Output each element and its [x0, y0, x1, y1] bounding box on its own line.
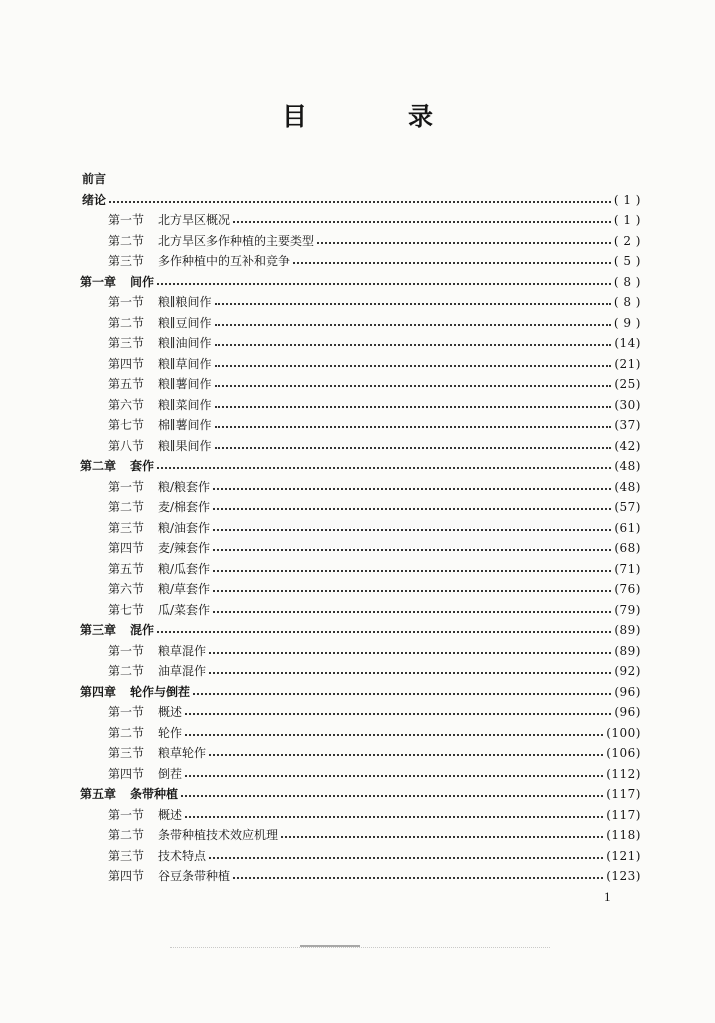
- toc-entry-page: (61): [614, 520, 641, 535]
- toc-entry-label: 麦/棉套作: [158, 500, 211, 514]
- toc-section-entry: [108, 415, 641, 435]
- toc-entry-label: 多作种植中的互补和竞争: [158, 254, 291, 268]
- dot-leader: [215, 447, 612, 449]
- toc-entry-number: 第三节: [108, 746, 145, 760]
- dot-leader: [215, 385, 612, 387]
- toc-entry-page: (112): [606, 766, 641, 781]
- dot-leader: [293, 262, 611, 264]
- toc-entry-page: (42): [614, 438, 641, 453]
- toc-entry-number: 第四章: [80, 684, 117, 699]
- toc-entry-label: 粮∥草间作: [158, 356, 212, 371]
- dot-leader: [215, 365, 612, 367]
- toc-entry-page: (30): [614, 397, 641, 412]
- toc-entry-label: 概述: [158, 807, 183, 822]
- dot-leader: [109, 201, 611, 203]
- toc-section-entry: [108, 825, 641, 845]
- toc-chapter-entry: [80, 456, 641, 476]
- toc-entry-page: (76): [614, 582, 641, 596]
- toc-entry-page: ( 8 ): [613, 274, 641, 289]
- toc-entry-page: (100): [606, 725, 641, 740]
- toc-entry-number: 第一节: [108, 643, 145, 658]
- toc-section-entry: [108, 641, 641, 661]
- toc-section-entry: [108, 702, 641, 722]
- toc-section-entry: [108, 231, 641, 251]
- dot-leader: [213, 549, 611, 551]
- toc-entry-page: (25): [614, 377, 641, 391]
- toc-section-entry: [108, 579, 641, 599]
- toc-entry-number: 第三节: [108, 254, 145, 268]
- toc-section-entry: [108, 723, 641, 743]
- toc-section-entry: [108, 866, 641, 886]
- toc-entry-label: 粮草混作: [158, 643, 207, 658]
- toc-entry-number: 第四节: [108, 541, 145, 555]
- toc-entry-page: (117): [606, 787, 641, 801]
- toc-entry-label: 条带种植: [130, 787, 179, 801]
- toc-entry-page: (92): [614, 664, 641, 678]
- toc-entry-page: (48): [614, 459, 641, 473]
- toc-entry-number: 第一节: [108, 295, 145, 309]
- toc-entry-page: ( 8 ): [613, 295, 641, 309]
- page-number: 1: [604, 889, 611, 904]
- toc-entry-label: 轮作与倒茬: [130, 684, 191, 699]
- toc-entry-page: (96): [614, 705, 641, 719]
- toc-entry-number: 第四节: [108, 356, 145, 371]
- toc-entry-label: 棉∥薯间作: [158, 418, 212, 432]
- toc-entry-label: 北方旱区概况: [158, 213, 231, 227]
- toc-section-entry: [108, 846, 641, 866]
- toc-entry-page: (106): [606, 746, 641, 760]
- toc-entry-label: 概述: [158, 705, 183, 719]
- toc-section-entry: [108, 518, 641, 538]
- toc-entry-number: 第一节: [108, 705, 145, 719]
- toc-entry-label: 粮∥粮间作: [158, 295, 212, 309]
- dot-leader: [209, 652, 611, 654]
- toc-entry-number: 第六节: [108, 582, 145, 596]
- toc-chapter-entry: [80, 620, 641, 640]
- toc-entry-number: 第二节: [108, 233, 145, 248]
- toc-entry-number: 第五节: [108, 561, 145, 576]
- toc-entry-number: 第二节: [108, 315, 145, 330]
- toc-entry-label: 粮/粮套作: [158, 479, 211, 494]
- toc-entry-label: 前言: [82, 172, 107, 186]
- dot-leader: [209, 754, 603, 756]
- toc-chapter-entry: [80, 784, 641, 804]
- toc-entry-page: (71): [614, 561, 641, 576]
- toc-entry-label: 粮∥薯间作: [158, 377, 212, 391]
- toc-entry-number: 第八节: [108, 438, 145, 453]
- dot-leader: [215, 303, 611, 305]
- toc-section-entry: [108, 354, 641, 374]
- toc-entry-page: (118): [606, 828, 641, 842]
- toc-entry-page: ( 1 ): [613, 213, 641, 227]
- toc-entry-label: 技术特点: [158, 848, 207, 863]
- dot-leader: [215, 406, 612, 408]
- toc-entry-page: ( 1 ): [613, 192, 641, 207]
- dot-leader: [281, 836, 603, 838]
- toc-entry-label: 间作: [130, 274, 155, 289]
- toc-entry-label: 粮∥油间作: [158, 336, 212, 350]
- toc-section-entry: [108, 600, 641, 620]
- dot-leader: [233, 877, 603, 879]
- toc-entry-number: 第三节: [108, 520, 145, 535]
- toc-entry-number: 第一节: [108, 807, 145, 822]
- toc-entry-page: (21): [614, 356, 641, 371]
- toc-entry-label: 轮作: [158, 725, 183, 740]
- toc-entry-number: 第二章: [80, 459, 117, 473]
- page-title: 目 录: [281, 102, 471, 131]
- dot-leader: [215, 324, 611, 326]
- toc-section-entry: [108, 497, 641, 517]
- toc-entry-page: (121): [606, 848, 641, 863]
- dot-leader: [157, 631, 611, 633]
- toc-entry-number: 第三节: [108, 336, 145, 350]
- toc-entry-page: (117): [606, 807, 641, 822]
- toc-section-entry: [108, 292, 641, 312]
- dot-leader: [209, 857, 603, 859]
- toc-entry-label: 粮∥豆间作: [158, 315, 212, 330]
- toc-entry-page: (89): [614, 643, 641, 658]
- toc-entry-number: 第二节: [108, 725, 145, 740]
- dot-leader: [193, 693, 611, 695]
- dot-leader: [185, 713, 611, 715]
- toc-entry-label: 瓜/菜套作: [158, 602, 211, 617]
- toc-chapter-entry: [80, 682, 641, 702]
- dot-leader: [213, 570, 611, 572]
- dot-leader: [213, 590, 611, 592]
- dot-leader: [213, 508, 611, 510]
- toc-entry-label: 粮草轮作: [158, 746, 207, 760]
- toc-section-entry: [108, 805, 641, 825]
- dot-leader: [233, 221, 611, 223]
- dot-leader: [213, 488, 611, 490]
- toc-entry-label: 套作: [130, 459, 155, 473]
- toc-entry-number: 第一章: [80, 274, 117, 289]
- toc-entry-page: (14): [614, 336, 641, 350]
- dot-leader: [213, 611, 611, 613]
- dot-leader: [185, 775, 603, 777]
- toc-section-entry: [108, 374, 641, 394]
- toc-entry-label: 麦/辣套作: [158, 541, 211, 555]
- toc-chapter-entry: [80, 272, 641, 292]
- toc-section-entry: [108, 559, 641, 579]
- toc-entry-number: 第四节: [108, 869, 145, 883]
- toc-entry-number: 第一节: [108, 479, 145, 494]
- dot-leader: [215, 426, 612, 428]
- toc-section-entry: [108, 251, 641, 271]
- toc-entry-page: (89): [614, 623, 641, 637]
- toc-entry-page: (123): [606, 869, 641, 883]
- toc-chapter-entry: [82, 190, 641, 210]
- toc-entry-number: 第二节: [108, 500, 145, 514]
- toc-entry-page: ( 2 ): [613, 233, 641, 248]
- toc-entry-number: 第三章: [80, 623, 117, 637]
- toc-entry-label: 粮∥菜间作: [158, 397, 212, 412]
- toc-chapter-entry: [82, 169, 641, 189]
- toc-entry-page: ( 5 ): [613, 254, 641, 268]
- toc-entry-label: 条带种植技术效应机理: [158, 828, 279, 842]
- toc-entry-page: (79): [614, 602, 641, 617]
- toc-section-entry: [108, 210, 641, 230]
- dot-leader: [215, 344, 612, 346]
- toc-entry-number: 第二节: [108, 828, 145, 842]
- toc-entry-number: 第六节: [108, 397, 145, 412]
- dot-leader: [157, 467, 611, 469]
- dot-leader: [209, 672, 611, 674]
- toc-section-entry: [108, 395, 641, 415]
- toc-entry-label: 绪论: [82, 192, 107, 207]
- dot-leader: [185, 734, 603, 736]
- toc-section-entry: [108, 764, 641, 784]
- toc-entry-page: (48): [614, 479, 641, 494]
- toc-entry-label: 粮/油套作: [158, 520, 211, 535]
- toc-entry-number: 第五章: [80, 787, 117, 801]
- toc-entry-label: 混作: [130, 623, 155, 637]
- toc-entry-number: 第一节: [108, 213, 145, 227]
- toc-entry-page: (57): [614, 500, 641, 514]
- toc-entry-label: 倒茬: [158, 766, 183, 781]
- toc-section-entry: [108, 743, 641, 763]
- toc-entry-number: 第七节: [108, 602, 145, 617]
- dot-leader: [317, 242, 611, 244]
- scan-smudge: [300, 945, 360, 947]
- dot-leader: [185, 816, 603, 818]
- dot-leader: [157, 283, 611, 285]
- toc-section-entry: [108, 477, 641, 497]
- toc-entry-label: 粮/瓜套作: [158, 561, 211, 576]
- toc-entry-page: (96): [614, 684, 641, 699]
- toc-entry-number: 第七节: [108, 418, 145, 432]
- dot-leader: [181, 795, 603, 797]
- toc-entry-number: 第五节: [108, 377, 145, 391]
- toc-section-entry: [108, 313, 641, 333]
- toc-section-entry: [108, 333, 641, 353]
- toc-entry-label: 谷豆条带种植: [158, 869, 231, 883]
- toc-entry-label: 油草混作: [158, 664, 207, 678]
- toc-section-entry: [108, 436, 641, 456]
- toc-entry-page: ( 9 ): [613, 315, 641, 330]
- toc-section-entry: [108, 661, 641, 681]
- toc-entry-label: 北方旱区多作种植的主要类型: [158, 233, 315, 248]
- toc-entry-number: 第四节: [108, 766, 145, 781]
- toc-entry-page: (68): [614, 541, 641, 555]
- toc-entry-label: 粮∥果间作: [158, 438, 212, 453]
- dot-leader: [213, 529, 611, 531]
- toc-entry-number: 第三节: [108, 848, 145, 863]
- toc-entry-page: (37): [614, 418, 641, 432]
- toc-section-entry: [108, 538, 641, 558]
- toc-entry-number: 第二节: [108, 664, 145, 678]
- scan-artifact: [170, 946, 550, 948]
- toc-entry-label: 粮/草套作: [158, 582, 211, 596]
